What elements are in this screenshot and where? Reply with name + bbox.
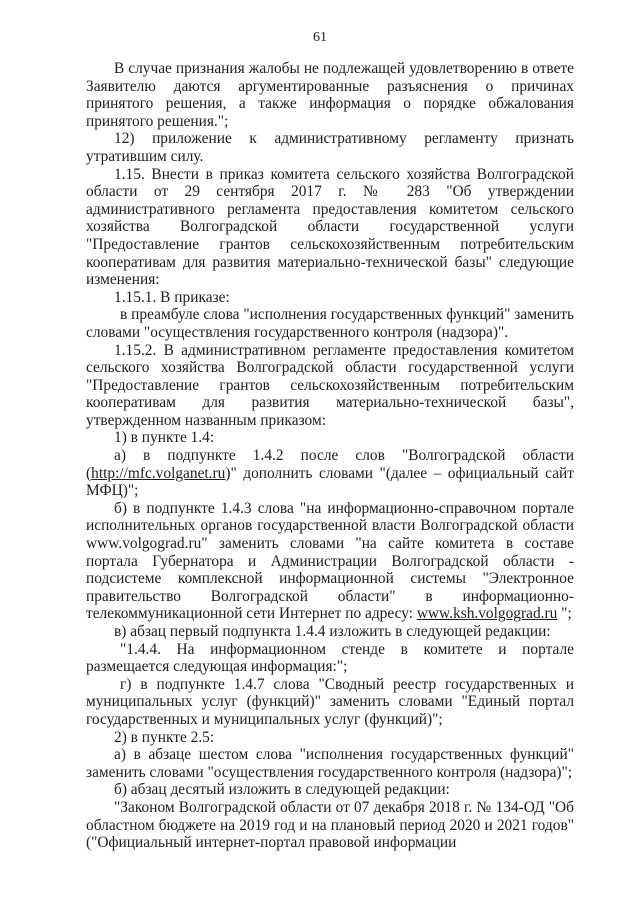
paragraph-subitem-a-2-5: а) в абзаце шестом слова "исполнения государственных функций" заменить словами "осуществления государственного контроля (надзора)";	[86, 746, 574, 781]
paragraph-item-12: 12) приложение к административному регламенту признать утратившим силу.	[86, 130, 574, 165]
paragraph-subitem-a-1-4-2	[86, 447, 574, 500]
paragraph-quote-1-4-4: "1.4.4. На информационном стенде в комитете и портале размещается следующая информация:";	[86, 640, 574, 676]
paragraph-subitem-g-1-4-7: г) в подпункте 1.4.7 слова "Сводный реестр государственных и муниципальных услуг (функций)" заменить словами "Единый портал государственных и муниципальных услуг (функций)";	[86, 675, 574, 728]
paragraph-1-15-2: 1.15.2. В административном регламенте предоставления комитетом сельского хозяйства Волгоградской области государственной услуги "Предоставление грантов сельскохозяйственным потребительским кооперативам для развития материально-технической базы", утвержденном названным приказом:	[86, 341, 574, 429]
text-segment: а) в подпункте 1.4.2 после слов "Волгоградской области (	[86, 447, 574, 482]
paragraph-1-15-1: 1.15.1. В приказе:	[114, 288, 230, 306]
paragraph-item-2: 2) в пункте 2.5:	[114, 728, 215, 746]
paragraph-1-15: 1.15. Внести в приказ комитета сельского хозяйства Волгоградской области от 29 сентября 2017 г. № 283 "Об утверждении административного регламента предоставления комитетом сельского хозяйства Волгоградской области государственной услуги "Предоставление грантов сельскохозяйственным потребительским кооперативам для развития материально-технической базы" следующие изменения:	[86, 165, 574, 289]
paragraph-subitem-b-1-4-3	[86, 500, 574, 623]
paragraph-subitem-v-1-4-4: в) абзац первый подпункта 1.4.4 изложить в следующей редакции:	[114, 623, 551, 640]
ksh-link[interactable]: www.ksh.volgograd.ru	[416, 605, 558, 623]
text-segment: )" дополнить словами "(далее – официальный сайт МФЦ)";	[86, 464, 574, 500]
paragraph-item-1: 1) в пункте 1.4:	[114, 429, 215, 447]
text-segment: ";	[557, 605, 572, 623]
paragraph-preamble: в преамбуле слова "исполнения государственных функций" заменить словами "осуществления государственного контроля (надзора)".	[86, 306, 574, 341]
text-segment: б) в подпункте 1.4.3 слова "на информационно-справочном портале исполнительных органов государственной власти Волгоградской области www.volgograd.ru" заменить словами "на сайте комитета в составе портала Губернатора и Администрации Волгоградской области - подсистеме комплексной информационной системы "Электронное правительство Волгоградской области" в информационно-телекоммуникационной сети Интернет по адресу:	[86, 499, 574, 623]
paragraph-complaint-refusal: В случае признания жалобы не подлежащей удовлетворению в ответе Заявителю даются аргументированные разъяснения о причинах принятого решения, а также информация о порядке обжалования принятого решения.";	[86, 60, 574, 130]
page-number: 61	[313, 30, 327, 45]
mfc-link[interactable]: http://mfc.volganet.ru	[91, 464, 226, 482]
paragraph-subitem-b-2-5: б) абзац десятый изложить в следующей редакции:	[114, 781, 450, 799]
document-body	[86, 60, 574, 852]
paragraph-law-quote: "Законом Волгоградской области от 07 декабря 2018 г. № 134-ОД "Об областном бюджете на 2019 год и на плановый период 2020 и 2021 годов" ("Официальный интернет-портал правовой информации	[86, 798, 574, 852]
